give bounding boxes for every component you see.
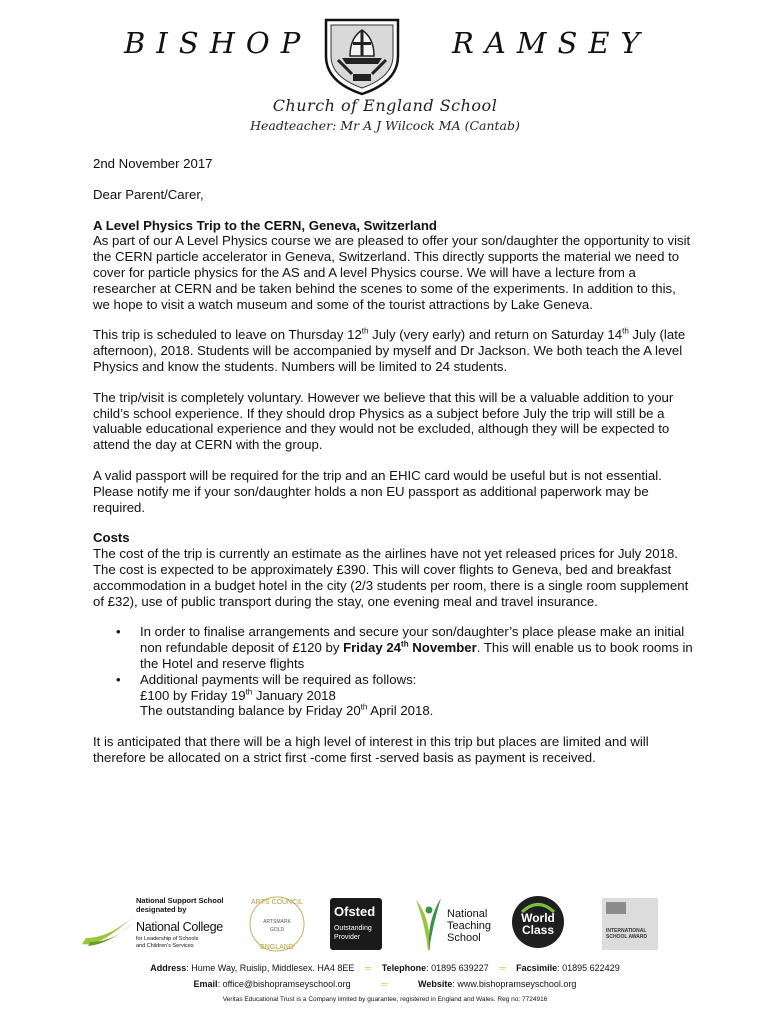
svg-text:GOLD: GOLD — [269, 927, 285, 933]
paragraph-voluntary: The trip/visit is completely voluntary. However we believe that this will be a valuable addition to your child’s school experience. If they should drop Physics as a subject before July the trip will still be a valuable educational experience and they would not be excluded, although they will be expected to attend the day at CERN with the group. — [93, 389, 674, 453]
list-item-deposit: • In order to finalise arrangements and secure your son/daughter’s place please make an initial non refundable deposit of £120 by Friday 24th November. This will enable us to book rooms in the Hotel and reserve flights — [93, 624, 693, 671]
paragraph-schedule: This trip is scheduled to leave on Thursday 12th July (very early) and return on Saturday 14th July (late afternoon), 2018. Students will be accompanied by myself and Dr Jackson. We both teach the A level Physics and know the students. Numbers will be limited to 24 students. — [93, 326, 686, 374]
school-name-right: RAMSEY — [452, 26, 651, 60]
letter-body — [93, 156, 693, 781]
world-class-logo: World Class — [512, 896, 564, 948]
letter-salutation: Dear Parent/Carer, — [93, 186, 204, 202]
school-name-left: BISHOP — [124, 26, 312, 60]
svg-text:ARTSMARK: ARTSMARK — [263, 919, 291, 925]
national-college-logo: National Support School designated by National College for Leadership of Schools and Children's Services — [80, 894, 225, 954]
paragraph-costs: The cost of the trip is currently an estimate as the airlines have not yet released prices for July 2018. The cost is expected to be approximately £390. This will cover flights to Geneva, bed and breakfast accommodation in a budget hotel in the city (2/3 students per room, there is a single room supplement of £32), use of public transport during the stay, one evening meal and travel insurance. — [93, 546, 689, 609]
list-item-additional-payments: • Additional payments will be required as follows: £100 by Friday 19th January 2018 The outstanding balance by Friday 20th April 2018. — [93, 672, 693, 719]
swoosh-icon — [80, 908, 138, 948]
arts-council-logo — [246, 894, 308, 954]
costs-heading: Costs — [93, 530, 130, 546]
accreditation-logos — [80, 894, 680, 954]
national-teaching-school-logo: National Teaching School — [413, 894, 503, 954]
headteacher-line: Headteacher: Mr A J Wilcock MA (Cantab) — [250, 118, 520, 133]
footer-contact-line: Email: office@bishopramseyschool.org ═ Website: www.bishopramseyschool.org — [193, 979, 577, 989]
school-crest-icon — [320, 16, 404, 96]
international-school-award-logo: INTERNATIONAL SCHOOL AWARD — [602, 898, 658, 950]
svg-text:ARTS COUNCIL: ARTS COUNCIL — [251, 899, 303, 906]
school-subtitle: Church of England School — [272, 96, 498, 115]
leaf-figure-icon — [413, 894, 443, 952]
letter-subject: A Level Physics Trip to the CERN, Geneva, Switzerland — [93, 217, 437, 233]
footer-legal: Veritas Educational Trust is a Company limited by guarantee, registered in England and Wales. Reg no: 7724916 — [222, 996, 548, 1003]
letter-date: 2nd November 2017 — [93, 156, 213, 171]
ofsted-logo: Ofsted Outstanding Provider — [330, 898, 382, 950]
payment-list — [93, 624, 693, 719]
paragraph-intro: As part of our A Level Physics course we are pleased to offer your son/daughter the opportunity to visit the CERN particle accelerator in Geneva, Switzerland. This directly supports the material we need to cover for particle physics for the AS and A level Physics course. We will have a lecture from a researcher at CERN and be taken behind the scenes to some of the experiments. In addition to this, we hope to visit a watch museum and some of the tourist attractions by Lake Geneva. — [93, 233, 691, 312]
svg-text:ENGLAND: ENGLAND — [260, 944, 294, 951]
footer-address-line: Address: Hume Way, Ruislip, Middlesex. HA4 8EE ═ Telephone: 01895 639227 ═ Facsimile: 01895 622429 — [150, 963, 620, 973]
paragraph-allocation: It is anticipated that there will be a high level of interest in this trip but places are limited and will therefore be allocated on a strict first -come first -served basis as payment is received. — [93, 734, 649, 765]
paragraph-passport: A valid passport will be required for the trip and an EHIC card would be useful but is not essential. Please notify me if your son/daughter holds a non EU passport as additional paperwork may be required. — [93, 467, 662, 515]
